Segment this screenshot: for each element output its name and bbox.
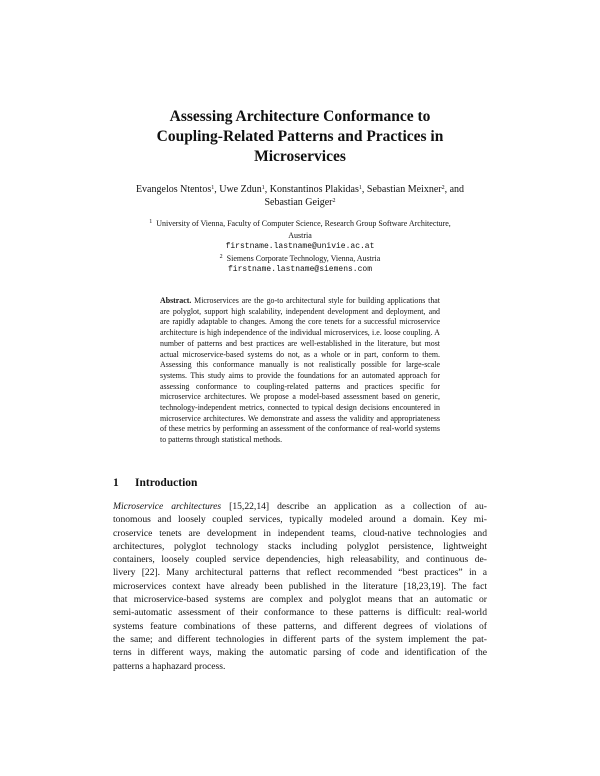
affiliation-2 <box>130 253 470 265</box>
affiliation-1-country: Austria <box>288 230 312 240</box>
author-line <box>110 183 490 196</box>
title-line: Microservices <box>254 148 346 165</box>
author-list <box>110 183 490 209</box>
author-name: Evangelos Ntentos <box>135 184 212 195</box>
paragraph-line: terns in different ways, making the automatic parsing of code and identification of the <box>113 647 487 659</box>
affiliations <box>130 218 470 276</box>
abstract-label: Abstract. <box>160 296 192 305</box>
author-name: , Sebastian Meixner <box>361 184 442 195</box>
section-heading <box>113 476 197 490</box>
affiliation-mark: 2 <box>332 198 336 204</box>
paragraph-line: tonomous and loosely coupled services, typically modeled around a domain. Key mi- <box>113 514 487 526</box>
paragraph-line: semi-automatic assessment of their conformance to these patterns is difficult: real-world <box>113 607 487 619</box>
intro-paragraph <box>113 500 487 673</box>
author-name: , and <box>444 184 465 195</box>
paragraph-line: croservice tenets are development in independent teams, cloud-native technologies and <box>113 527 487 539</box>
affiliation-mark: 2 <box>441 185 445 191</box>
emphasized-term: Microservice architectures <box>113 501 222 512</box>
paragraph-line: the same; and different technologies in different parts of the system implement the pat- <box>113 633 487 645</box>
paragraph-line: systems feature combinations of these patterns, and different degrees of violations of <box>113 620 487 632</box>
paragraph-line <box>113 500 487 513</box>
paragraph-line: containers, loosely coupled service dependencies, high releasability, and continuous de- <box>113 554 487 566</box>
abstract <box>160 296 440 446</box>
paper-title <box>100 107 500 167</box>
email-address: firstname.lastname@siemens.com <box>227 265 373 274</box>
paragraph-line: that microservice-based systems are complex and polyglot means that an automatic or <box>113 594 487 606</box>
affiliation-mark: 1 <box>211 185 215 191</box>
author-name: Sebastian Geiger <box>264 197 333 208</box>
abstract-text: Microservices are the go-to architectural style for building applications that are polyglot, support high scalability, independent development and deployment, and are rapidly adaptable to changes. Among the core tenets for a successful microservice architecture is high independence of the individual microservices, i.e. loose coupling. A number of patterns and best practices are well-established in the literature, but most actual microservice-based systems do not, as a whole or in part, conform to them. Assessing this conformance manually is not realistically possible for large-scale systems. This study aims to provide the foundations for an automated approach for assessing conformance to coupling-related patterns and practices specific for microservice architectures. We propose a model-based assessment based on generic, technology-independent metrics, connected to typical design decisions encountered in microservice architectures. We demonstrate and assess the validity and appropriateness of these metrics by performing an assessment of the conformance of real-world systems to patterns through statistical methods. <box>160 296 440 445</box>
affiliation-text: Siemens Corporate Technology, Vienna, Austria <box>226 253 381 263</box>
paragraph-line: microservices context have already been published in the literature [18,23,19]. The fact <box>113 580 487 592</box>
author-name: , Uwe Zdun <box>214 184 262 195</box>
title-line: Coupling-Related Patterns and Practices in <box>156 128 444 145</box>
section-number: 1 <box>113 477 119 489</box>
title-line: Assessing Architecture Conformance to <box>169 108 431 125</box>
author-line <box>110 196 490 209</box>
affiliation-mark: 1 <box>149 219 153 225</box>
line-text: [15,22,14] describe an application as a collection of au- <box>221 501 487 512</box>
affiliation-text: University of Vienna, Faculty of Computer Science, Research Group Software Architecture, <box>156 219 451 228</box>
email-address: firstname.lastname@univie.ac.at <box>225 242 375 251</box>
paragraph-line: architectures, polyglot technology stacks including polyglot persistence, lightweight <box>113 540 487 552</box>
affiliation-mark: 1 <box>261 185 265 191</box>
paragraph-line: livery [22]. Many architectural patterns that reflect recommended “best practices” in a <box>113 567 487 579</box>
affiliation-mark: 1 <box>358 185 362 191</box>
affiliation-1 <box>130 218 470 230</box>
author-name: , Konstantinos Plakidas <box>264 184 359 195</box>
affiliation-mark: 2 <box>219 253 223 260</box>
section-title: Introduction <box>135 477 198 489</box>
paragraph-line: patterns a haphazard process. <box>113 660 226 672</box>
